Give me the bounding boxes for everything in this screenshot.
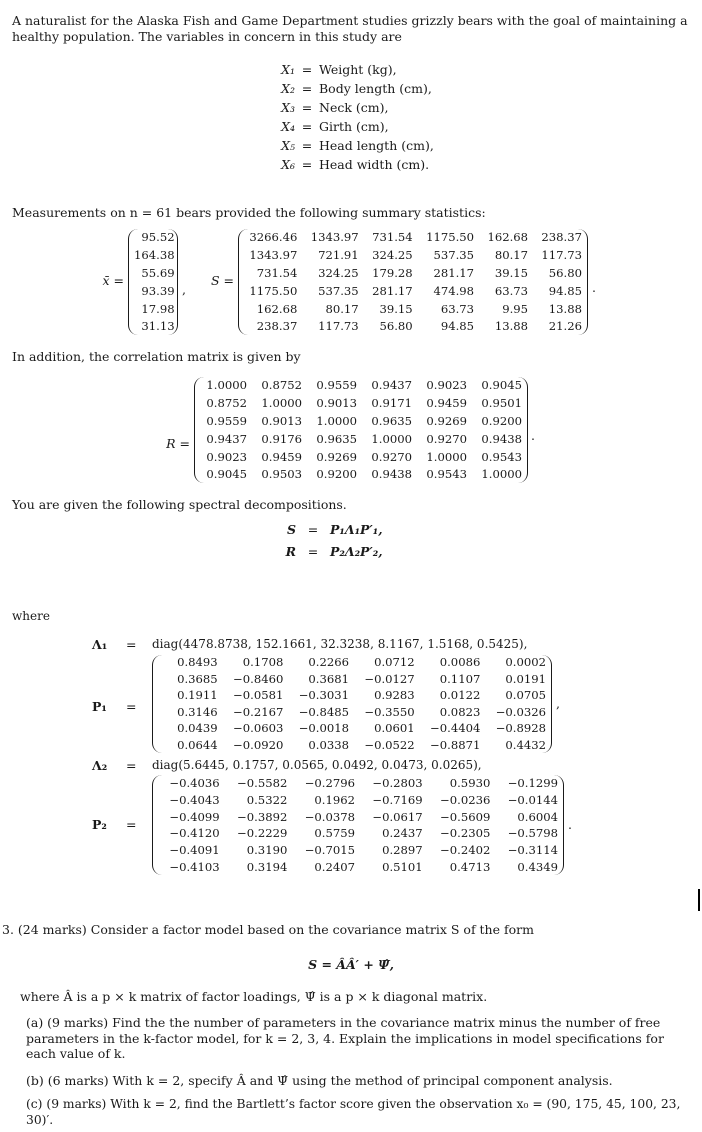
matrix-cell: 0.0705 <box>505 688 546 702</box>
matrix-cell: 0.9045 <box>481 378 522 392</box>
equals-sign: = <box>126 699 137 714</box>
matrix-cell: 0.6004 <box>517 809 558 824</box>
matrix-cell: 0.9270 <box>371 449 412 464</box>
equals-sign: = <box>126 817 137 832</box>
matrix-cell: 0.0601 <box>374 721 415 735</box>
matrix-cell: 1.0000 <box>316 413 357 428</box>
matrix-cell: 1175.50 <box>426 230 475 244</box>
variable-symbol: X₂ <box>281 81 295 96</box>
variable-row <box>255 60 434 79</box>
matrix-cell: −0.0920 <box>233 737 284 752</box>
matrix-cell: 0.8493 <box>177 655 218 669</box>
matrix-cell: 0.3681 <box>308 671 349 686</box>
decomp-lhs: S <box>286 522 296 537</box>
matrix-cell: 0.2407 <box>314 859 355 874</box>
question-heading: 3. (24 marks) Consider a factor model based on the covariance matrix S of the form <box>2 922 534 937</box>
variable-symbol: X₆ <box>281 157 295 172</box>
variable-definition: Neck (cm), <box>319 100 389 115</box>
measurements-text: Measurements on n = 61 bears provided the following summary statistics: <box>12 205 486 220</box>
matrix-cell: 0.0823 <box>439 704 481 719</box>
matrix-cell: 0.9635 <box>316 431 357 446</box>
decomp-rhs: P₂Λ₂P′₂, <box>330 544 383 559</box>
matrix-cell: 63.73 <box>440 301 475 316</box>
matrix-cell: −0.4036 <box>169 776 220 790</box>
matrix-cell: 1.0000 <box>206 378 247 392</box>
s-label: S = <box>210 273 234 288</box>
variable-definition: Head width (cm). <box>319 157 430 172</box>
matrix-cell: 1343.97 <box>249 247 298 262</box>
matrix-cell: 0.5759 <box>314 826 355 841</box>
matrix-cell: 731.54 <box>256 265 298 280</box>
matrix-cell: −0.5582 <box>237 776 288 790</box>
matrix-cell: −0.2402 <box>440 843 491 858</box>
matrix-cell: 0.9438 <box>481 431 522 446</box>
matrix-cell: 13.88 <box>548 301 582 316</box>
decomp-rhs: P₁Λ₁P′₁, <box>330 522 383 537</box>
matrix-cell: 0.4432 <box>505 737 546 752</box>
matrix-cell: 179.28 <box>372 265 413 280</box>
decomp-lhs: R <box>285 544 296 559</box>
model-where: where Â is a p × k matrix of factor loadings, Ψ̂ is a p × k diagonal matrix. <box>20 989 488 1004</box>
matrix-cell: 1.0000 <box>261 395 302 410</box>
matrix-cell: 117.73 <box>318 319 359 334</box>
matrix-cell: 1175.50 <box>249 283 298 298</box>
matrix-cell: 0.9635 <box>371 413 412 428</box>
matrix-cell: 1.0000 <box>426 449 467 464</box>
matrix-cell: 0.1708 <box>242 655 284 669</box>
matrix-cell: 731.54 <box>372 230 413 244</box>
p1-label: P₁ <box>92 699 107 714</box>
xbar-vector <box>128 229 178 335</box>
matrix-cell: 0.0191 <box>505 671 546 686</box>
lambda2-diag: diag(5.6445, 0.1757, 0.0565, 0.0492, 0.0473, 0.0265), <box>152 758 482 772</box>
correlation-intro: In addition, the correlation matrix is given by <box>12 349 301 364</box>
matrix-cell: −0.3031 <box>298 688 349 702</box>
matrix-cell: −0.4091 <box>169 843 220 858</box>
matrix-cell: 56.80 <box>548 265 582 280</box>
matrix-cell: 0.3194 <box>246 859 288 874</box>
period: . <box>568 817 572 832</box>
p2-matrix <box>152 775 564 875</box>
matrix-cell: −0.4404 <box>430 721 481 735</box>
matrix-cell: 0.9437 <box>206 431 247 446</box>
matrix-cell: 80.17 <box>494 247 529 262</box>
matrix-cell: 0.9501 <box>481 395 522 410</box>
variable-row <box>255 117 434 136</box>
r-label: R = <box>166 436 190 451</box>
matrix-cell: −0.7015 <box>304 843 355 858</box>
matrix-cell: 238.37 <box>256 319 298 334</box>
part-b: (b) (6 marks) With k = 2, specify Â and Ψ̂ using the method of principal component analysis. <box>26 1073 613 1088</box>
equals-sign: = <box>301 62 313 77</box>
matrix-cell: 21.26 <box>548 319 582 334</box>
matrix-cell: 0.9200 <box>481 413 522 428</box>
lambda2-label: Λ₂ <box>92 758 108 773</box>
xbar-label: x̄ = <box>102 273 124 288</box>
variable-row <box>255 136 434 155</box>
comma: , <box>182 282 186 297</box>
matrix-cell: 0.2437 <box>382 826 423 841</box>
variable-definition: Girth (cm), <box>319 119 389 134</box>
model-equation: S = ÂÂ′ + Ψ̂, <box>308 957 394 972</box>
variable-definition: Head length (cm), <box>319 138 434 153</box>
intro-paragraph: A naturalist for the Alaska Fish and Game Department studies grizzly bears with the goal of maintaining a healthy population. The variables in concern in this study are <box>12 13 688 44</box>
spectral-intro: You are given the following spectral decompositions. <box>12 497 347 512</box>
variable-symbol: X₅ <box>281 138 295 153</box>
variable-symbol: X₁ <box>281 62 295 77</box>
matrix-cell: −0.4043 <box>169 792 220 807</box>
matrix-cell: 324.25 <box>372 247 413 262</box>
matrix-cell: 0.0712 <box>374 655 415 669</box>
matrix-cell: 0.0338 <box>308 737 349 752</box>
decomp-r <box>272 544 383 559</box>
matrix-cell: −0.0617 <box>372 809 423 824</box>
matrix-cell: 281.17 <box>433 265 475 280</box>
lambda1-diag: diag(4478.8738, 152.1661, 32.3238, 8.1167, 1.5168, 0.5425), <box>152 637 528 651</box>
matrix-cell: 55.69 <box>141 265 175 280</box>
period: . <box>592 280 596 295</box>
matrix-cell: 0.2266 <box>308 655 349 669</box>
matrix-cell: −0.4099 <box>169 809 220 824</box>
matrix-cell: 80.17 <box>325 301 359 316</box>
matrix-cell: 0.1107 <box>439 671 481 686</box>
matrix-cell: −0.2796 <box>304 776 355 790</box>
variable-row <box>255 155 434 174</box>
matrix-cell: −0.0236 <box>440 792 491 807</box>
matrix-cell: −0.0127 <box>364 671 415 686</box>
matrix-cell: 474.98 <box>433 283 475 298</box>
variable-row <box>255 98 434 117</box>
matrix-cell: 39.15 <box>494 265 529 280</box>
matrix-cell: −0.8460 <box>233 671 284 686</box>
matrix-cell: −0.0018 <box>298 721 349 735</box>
matrix-cell: 162.68 <box>256 301 298 316</box>
matrix-cell: 0.2897 <box>382 843 423 858</box>
matrix-cell: 17.98 <box>141 301 175 316</box>
p2-label: P₂ <box>92 817 107 832</box>
matrix-cell: 238.37 <box>541 230 582 244</box>
matrix-cell: 95.52 <box>141 230 175 244</box>
matrix-cell: 0.9437 <box>371 378 412 392</box>
matrix-cell: 0.3190 <box>246 843 288 858</box>
matrix-cell: 0.4349 <box>517 859 558 874</box>
equals-sign: = <box>301 157 313 172</box>
matrix-cell: 94.85 <box>440 319 475 334</box>
matrix-cell: 0.9559 <box>206 413 247 428</box>
matrix-cell: 63.73 <box>494 283 529 298</box>
matrix-cell: 0.9013 <box>316 395 357 410</box>
matrix-cell: 0.9503 <box>261 467 302 482</box>
matrix-cell: 0.0002 <box>505 655 546 669</box>
equals-sign: = <box>301 81 313 96</box>
period: . <box>531 428 535 443</box>
text-cursor <box>698 889 700 911</box>
matrix-cell: 0.5101 <box>382 859 423 874</box>
matrix-cell: 0.9283 <box>374 688 415 702</box>
matrix-cell: −0.5798 <box>507 826 558 841</box>
matrix-cell: 164.38 <box>134 247 175 262</box>
r-matrix <box>194 377 528 483</box>
variable-symbol: X₃ <box>281 100 295 115</box>
matrix-cell: −0.3892 <box>237 809 288 824</box>
matrix-cell: −0.8871 <box>430 737 481 752</box>
matrix-cell: 1.0000 <box>371 431 412 446</box>
matrix-cell: 1343.97 <box>310 230 359 244</box>
matrix-cell: −0.4103 <box>169 859 220 874</box>
equals-sign: = <box>301 100 313 115</box>
equals-sign: = <box>301 138 313 153</box>
matrix-cell: 0.3146 <box>177 704 218 719</box>
matrix-cell: 94.85 <box>548 283 582 298</box>
matrix-cell: 0.0439 <box>177 721 218 735</box>
variable-definitions <box>255 60 434 174</box>
matrix-cell: 0.5322 <box>246 792 288 807</box>
matrix-cell: 0.9438 <box>371 467 412 482</box>
matrix-cell: 0.9176 <box>261 431 302 446</box>
equals-sign: = <box>126 758 137 773</box>
matrix-cell: 281.17 <box>372 283 413 298</box>
part-c: (c) (9 marks) With k = 2, find the Bartlett’s factor score given the observation x₀ = (90, 175, 45, 100, 23, 30)′. <box>26 1097 681 1127</box>
matrix-cell: 39.15 <box>379 301 413 316</box>
matrix-cell: 31.13 <box>141 319 175 334</box>
matrix-cell: 13.88 <box>494 319 529 334</box>
matrix-cell: −0.7169 <box>372 792 423 807</box>
matrix-cell: 0.9045 <box>206 467 247 482</box>
matrix-cell: 0.9543 <box>481 449 522 464</box>
matrix-cell: 162.68 <box>487 230 529 244</box>
matrix-cell: 117.73 <box>541 247 582 262</box>
matrix-cell: 0.9023 <box>426 378 467 392</box>
matrix-cell: 0.9459 <box>261 449 302 464</box>
matrix-cell: −0.0378 <box>304 809 355 824</box>
matrix-cell: −0.2167 <box>233 704 284 719</box>
equals-sign: = <box>126 637 137 652</box>
matrix-cell: 0.9269 <box>316 449 357 464</box>
matrix-cell: 0.9459 <box>426 395 467 410</box>
variable-definition: Body length (cm), <box>319 81 432 96</box>
matrix-cell: −0.0603 <box>233 721 284 735</box>
decomp-s <box>272 522 383 537</box>
matrix-cell: 537.35 <box>433 247 475 262</box>
matrix-cell: −0.2803 <box>372 776 423 790</box>
matrix-cell: 0.4713 <box>449 859 491 874</box>
matrix-cell: 0.8752 <box>206 395 247 410</box>
matrix-cell: −0.8928 <box>495 721 546 735</box>
matrix-cell: 56.80 <box>379 319 413 334</box>
matrix-cell: 0.9013 <box>261 413 302 428</box>
matrix-cell: −0.0522 <box>364 737 415 752</box>
matrix-cell: 537.35 <box>318 283 359 298</box>
matrix-cell: −0.3114 <box>507 843 558 858</box>
matrix-cell: 0.9200 <box>316 467 357 482</box>
matrix-cell: 0.9023 <box>206 449 247 464</box>
matrix-cell: −0.0581 <box>233 688 284 702</box>
matrix-cell: 0.0086 <box>439 655 481 669</box>
matrix-cell: −0.2229 <box>237 826 288 841</box>
part-a: (a) (9 marks) Find the the number of parameters in the covariance matrix minus the number of free parameters in the k-factor model, for k = 2, 3, 4. Explain the implications in model specifications for each value of k. <box>26 1015 664 1061</box>
matrix-cell: 0.0644 <box>177 737 218 752</box>
matrix-cell: 0.0122 <box>439 688 481 702</box>
matrix-cell: 324.25 <box>318 265 359 280</box>
matrix-cell: 0.3685 <box>177 671 218 686</box>
s-matrix <box>238 229 588 335</box>
matrix-cell: −0.4120 <box>169 826 220 841</box>
matrix-cell: −0.2305 <box>440 826 491 841</box>
matrix-cell: 3266.46 <box>249 230 298 244</box>
matrix-cell: 0.9270 <box>426 431 467 446</box>
variable-definition: Weight (kg), <box>319 62 397 77</box>
equals-sign: = <box>301 119 313 134</box>
matrix-cell: −0.0326 <box>495 704 546 719</box>
matrix-cell: 0.5930 <box>449 776 491 790</box>
matrix-cell: 93.39 <box>141 283 175 298</box>
p1-matrix <box>152 655 552 753</box>
equals-sign: = <box>307 522 319 537</box>
variable-row <box>255 79 434 98</box>
comma: , <box>556 696 560 711</box>
variable-symbol: X₄ <box>281 119 295 134</box>
matrix-cell: 0.9171 <box>371 395 412 410</box>
matrix-cell: −0.1299 <box>507 776 558 790</box>
matrix-cell: 0.9559 <box>316 378 357 392</box>
matrix-cell: −0.3550 <box>364 704 415 719</box>
matrix-cell: 0.9543 <box>426 467 467 482</box>
matrix-cell: 0.9269 <box>426 413 467 428</box>
matrix-cell: 9.95 <box>502 301 529 316</box>
matrix-cell: 1.0000 <box>481 467 522 482</box>
matrix-cell: 0.1911 <box>177 688 218 702</box>
matrix-cell: −0.0144 <box>507 792 558 807</box>
matrix-cell: 0.1962 <box>314 792 355 807</box>
matrix-cell: 0.8752 <box>261 378 302 392</box>
matrix-cell: −0.8485 <box>298 704 349 719</box>
lambda1-label: Λ₁ <box>92 637 108 652</box>
matrix-cell: 721.91 <box>318 247 359 262</box>
equals-sign: = <box>307 544 319 559</box>
where-text: where <box>12 609 50 623</box>
matrix-cell: −0.5609 <box>440 809 491 824</box>
